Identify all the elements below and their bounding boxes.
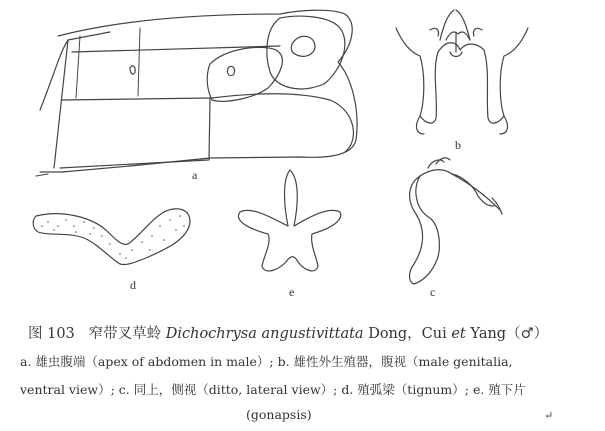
panel-label-a: a [192, 168, 198, 182]
figure-number: 图 103 [28, 326, 75, 342]
panel-label-c: c [430, 285, 436, 299]
panel-a-abdomen-apex [36, 10, 357, 176]
return-mark-icon: ↵ [544, 409, 554, 422]
panel-d-tignum [33, 209, 190, 265]
panel-c-genitalia-lateral [410, 158, 503, 284]
panel-b-genitalia-ventral [396, 10, 528, 134]
panel-label-b: b [455, 138, 461, 152]
caption-legend-line-3: (gonapsis) [246, 407, 312, 422]
species-authors-et: et [451, 326, 466, 342]
species-authors: Dong，Cui [368, 326, 447, 342]
species-chinese-name: 窄带叉草蛉 [88, 326, 162, 342]
figure-caption-title [28, 322, 548, 343]
caption-legend-line-2: ventral view）; c. 同上，侧视（ditto, lateral view）; d. 殖弧梁（tignum）; e. 殖下片 [20, 382, 526, 397]
caption-legend-line-1: a. 雄虫腹端（apex of abdomen in male）; b. 雄性外生殖器，腹视（male genitalia, [20, 354, 513, 369]
panel-e-gonapsis [238, 170, 340, 271]
panel-label-d: d [130, 278, 136, 292]
species-scientific-name: Dichochrysa angustivittata [165, 326, 364, 342]
panel-label-e: e [289, 285, 295, 299]
species-authors-end: Yang（♂） [470, 326, 549, 342]
